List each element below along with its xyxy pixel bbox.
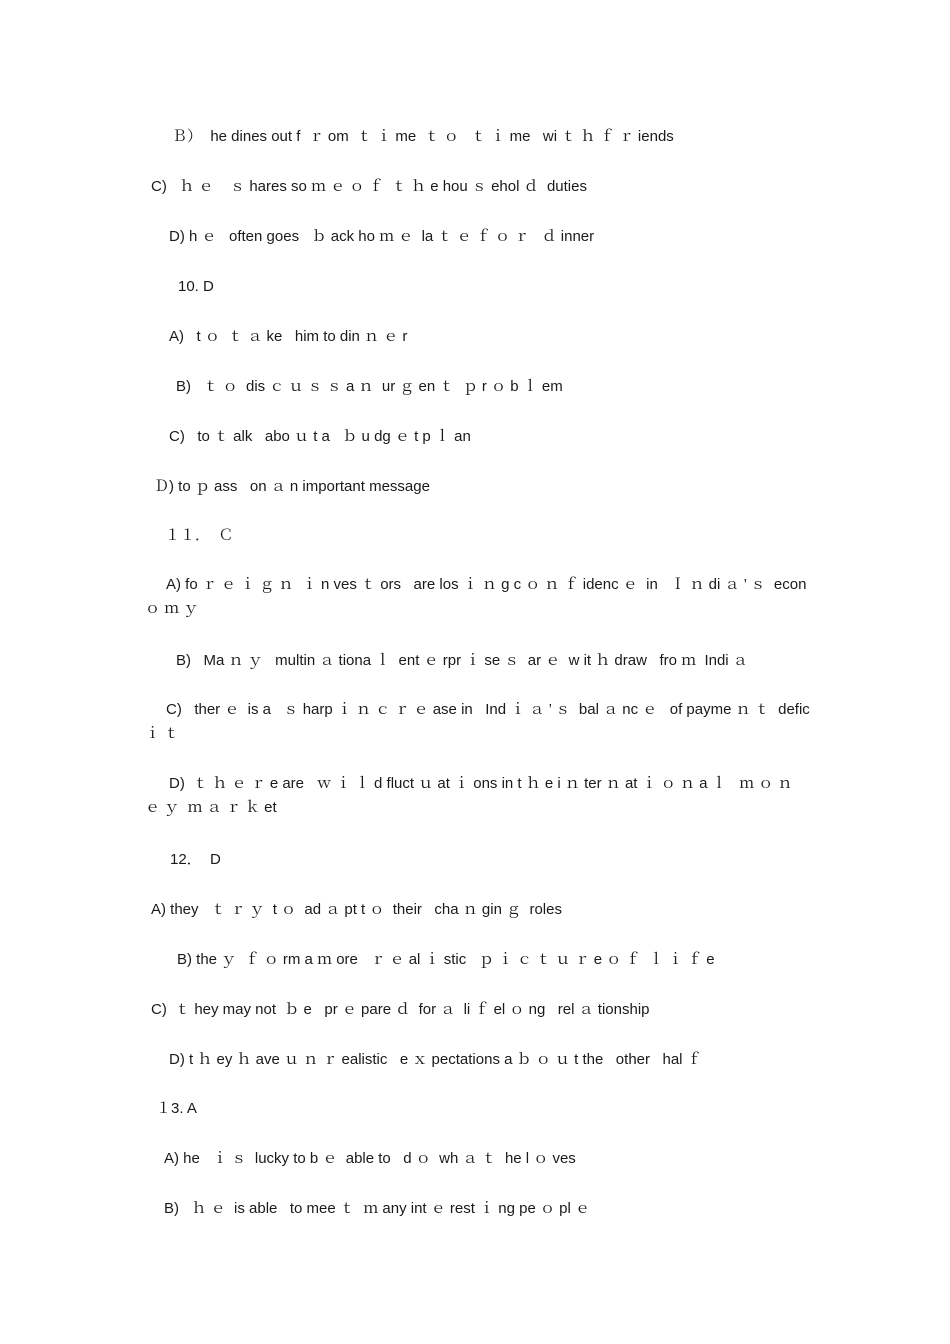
q12-option-c: C) ｔ hey may not ｂ e pr ｅ pare ｄ for ａ li ｆ el ｏ ng rel ａ tionship (151, 1001, 650, 1018)
q12-option-d: D) t ｈ ey ｈ ave ｕ ｎ ｒ ealistic e ｘ pectations a ｂ ｏ ｕ t the other hal ｆ (169, 1051, 702, 1068)
q11-option-d: D) ｔ ｈ ｅ ｒ e are ｗ ｉ ｌ d fluct ｕ at ｉ ons in t ｈ e i ｎ ter ｎ at ｉ ｏ ｎ a ｌ ｍ ｏ ｎ ｅ ｙ ｍ ａ ｒ ｋ et (145, 775, 797, 816)
q10-option-a: A) t ｏ ｔ ａ ke him to din ｎ ｅ r (169, 328, 408, 345)
q13-option-a: A) he ｉ ｓ lucky to b ｅ able to d ｏ wh ａ ｔ he l ｏ ves (164, 1150, 576, 1167)
q12-option-a: A) they ｔ ｒ ｙ t ｏ ad ａ pt t ｏ their cha ｎ gin ｇ roles (151, 901, 562, 918)
q12-option-b: B) the ｙ ｆ ｏ rm a ｍ ore ｒ ｅ al ｉ stic ｐ ｉ ｃ ｔ ｕ ｒ e ｏ ｆ ｌ ｉ ｆ e (177, 951, 715, 968)
answer-10: 10. D (178, 278, 214, 295)
q11-option-a: A) fo ｒ ｅ ｉ ｇ ｎ ｉ n ves ｔ ors are los ｉ ｎ g c ｏ ｎ ｆ idenc ｅ in Ｉ ｎ di ａ ’ ｓ econ ｏ ｍ ｙ (145, 576, 811, 617)
q11-option-b: B) Ma ｎ ｙ multin ａ tiona ｌ ent ｅ rpr ｉ se ｓ ar ｅ w it ｈ draw fro ｍ Indi ａ (176, 652, 748, 669)
answer-13: １3. A (156, 1100, 197, 1117)
q10-option-c: C) to ｔ alk abo ｕ t a ｂ u dg ｅ t p ｌ an (169, 428, 471, 445)
q13-option-b: B) ｈ ｅ is able to mee ｔ ｍ any int ｅ rest ｉ ng pe ｏ pl ｅ (164, 1200, 590, 1217)
answer-12: 12． D (170, 851, 221, 868)
answer-11: １１． Ｃ (165, 527, 234, 544)
q9-option-c: C) ｈ ｅ ｓ hares so ｍ ｅ ｏ ｆ ｔ ｈ e hou ｓ ehol ｄ duties (151, 178, 587, 195)
q10-option-b: B) ｔ ｏ dis ｃ ｕ ｓ ｓ a ｎ ur ｇ en ｔ ｐ r ｏ b ｌ em (176, 378, 563, 395)
q9-option-d: D) h ｅ often goes ｂ ack ho ｍ ｅ la ｔ ｅ ｆ ｏ ｒ ｄ inner (169, 228, 595, 245)
q10-option-d: Ｄ) to ｐ ass on ａ n important message (154, 478, 430, 495)
q11-option-c: C) ther ｅ is a ｓ harp ｉ ｎ ｃ ｒ ｅ ase in Ind ｉ ａ ’ ｓ bal ａ nc ｅ of payme ｎ ｔ defic ｉ ｔ (145, 701, 814, 742)
q9-option-b: Ｂ） he dines out f ｒ om ｔ ｉ me ｔ ｏ ｔ ｉ me wi ｔ ｈ ｆ ｒ iends (172, 128, 674, 145)
